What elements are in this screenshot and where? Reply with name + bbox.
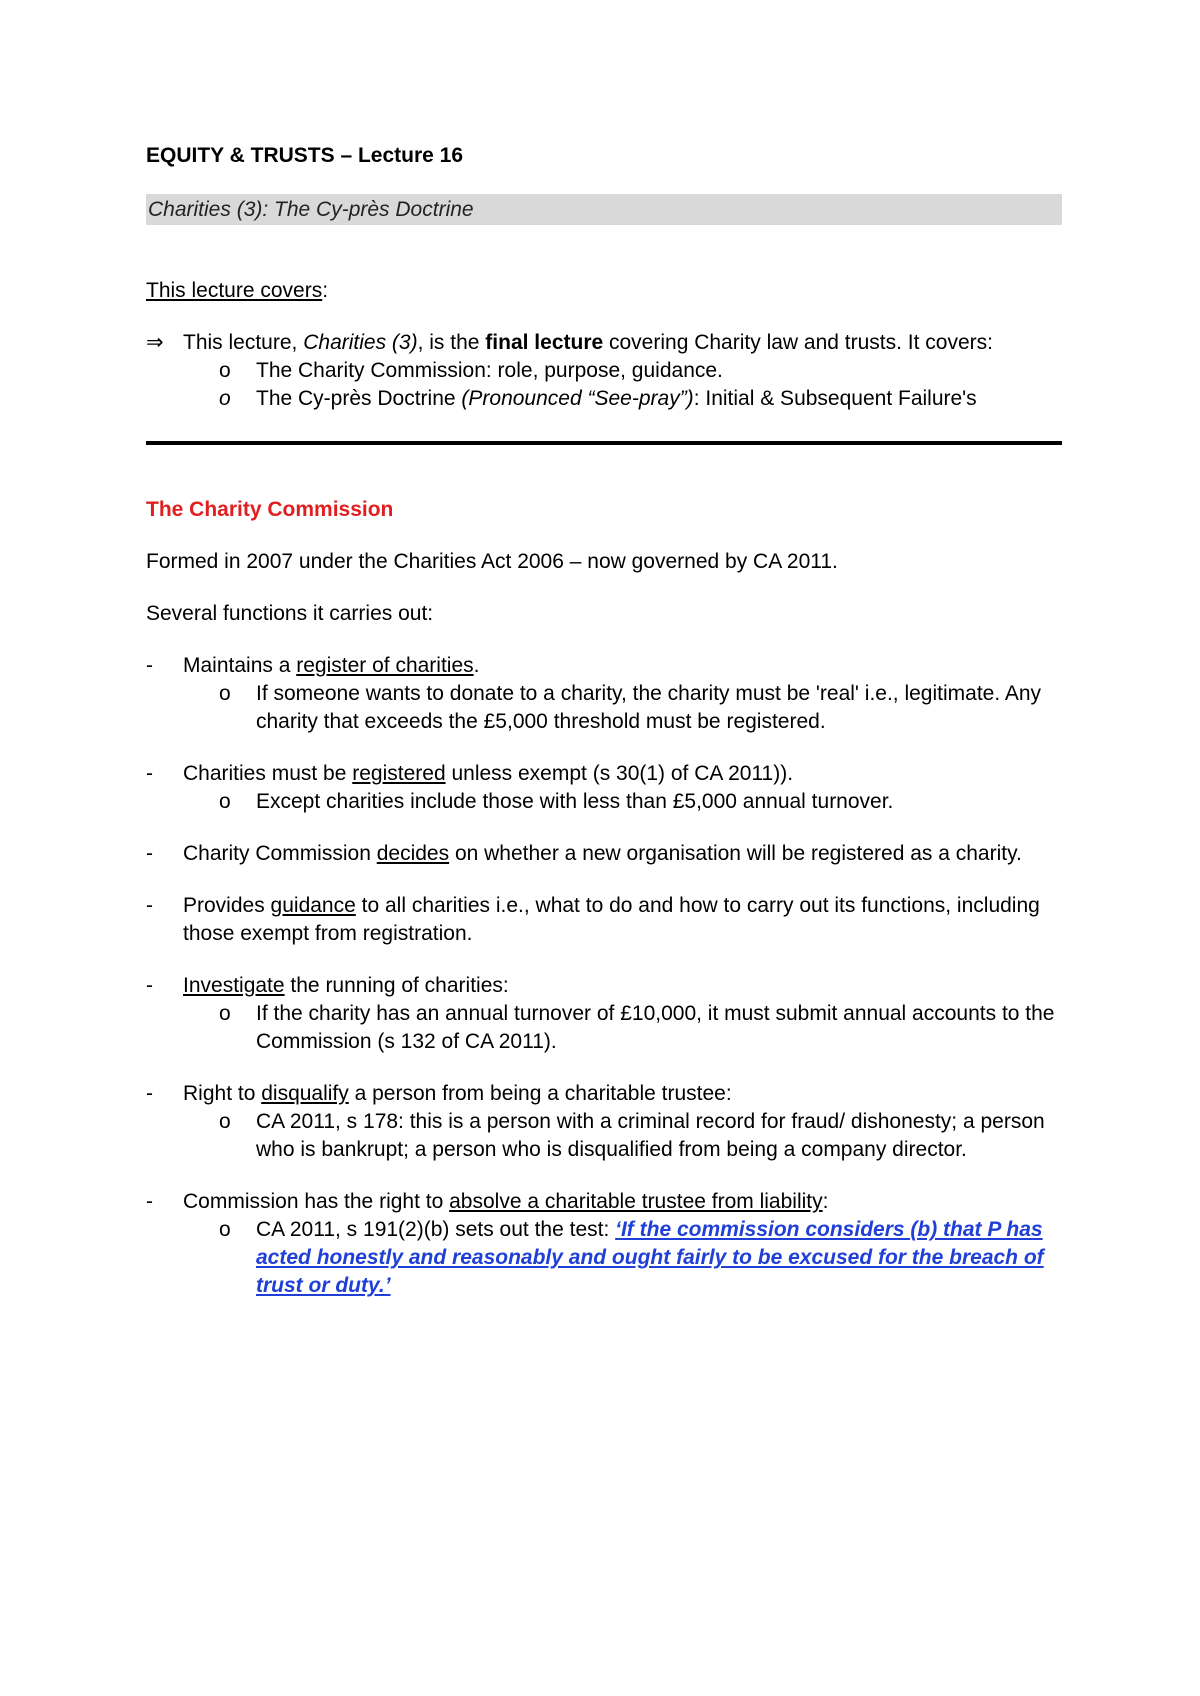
formed-text: Formed in 2007 under the Charities Act 2006 – now governed by CA 2011.: [146, 550, 838, 573]
sub-list-item: [146, 680, 1062, 736]
sub-bullet-icon: o: [219, 682, 231, 705]
list-item: [146, 972, 1062, 1000]
item-underline: guidance: [270, 894, 356, 917]
dash-icon: -: [146, 974, 153, 997]
dash-icon: -: [146, 894, 153, 917]
intro-text: , is the: [417, 331, 486, 354]
dash-icon: -: [146, 762, 153, 785]
lecture-title: EQUITY & TRUSTS – Lecture 16: [146, 144, 464, 167]
list-item: [146, 840, 1062, 868]
intro-sub-text: The Cy-près Doctrine: [256, 387, 462, 410]
sub-bullet-icon: o: [219, 359, 231, 382]
item-text: .: [473, 654, 480, 677]
item-text: Commission has the right to: [183, 1190, 450, 1213]
item-text: Charity Commission: [183, 842, 377, 865]
covers-line: [146, 277, 1062, 305]
sub-list-item: [146, 1108, 1062, 1164]
list-item: [146, 1188, 1062, 1216]
intro-sub-1: [146, 357, 1062, 385]
sub-list-item: [146, 788, 1062, 816]
statute-quote: ‘If the commission considers (b) that P has acted honestly and reasonably and ought fairly to be excused for the breach of trust or duty.’: [256, 1218, 1044, 1297]
dash-icon: -: [146, 842, 153, 865]
item-underline: register of charities: [296, 654, 474, 677]
item-underline: disqualify: [261, 1082, 349, 1105]
list-item: [146, 760, 1062, 788]
sub-list-item: [146, 1216, 1062, 1300]
intro-sub-italic: (Pronounced “See-pray”): [461, 387, 694, 410]
item-text: Right to: [183, 1082, 262, 1105]
item-text: on whether a new organisation will be registered as a charity.: [449, 842, 1022, 865]
sub-bullet-icon: o: [219, 1110, 231, 1133]
sub-bullet-icon: o: [219, 387, 231, 410]
sub-item-text: If the charity has an annual turnover of £10,000, it must submit annual accounts to the Commission (s 132 of CA 2011).: [256, 1002, 1055, 1053]
list-item: [146, 652, 1062, 680]
item-text: a person from being a charitable trustee:: [348, 1082, 732, 1105]
intro-sub-2: [146, 385, 1062, 413]
intro-italic: Charities (3): [303, 331, 418, 354]
sub-bullet-icon: o: [219, 1002, 231, 1025]
item-text: Provides: [183, 894, 271, 917]
intro-text: This lecture,: [183, 331, 304, 354]
sub-bullet-icon: o: [219, 790, 231, 813]
lecture-subtitle: Charities (3): The Cy-près Doctrine: [146, 194, 1062, 225]
dash-icon: -: [146, 1082, 153, 1105]
section-heading: The Charity Commission: [146, 498, 394, 521]
dash-icon: -: [146, 1190, 153, 1213]
intro-sub-text: The Charity Commission: role, purpose, guidance.: [256, 359, 723, 382]
item-text: to all charities i.e., what to do and how to carry out its functions, including those exempt from registration.: [183, 894, 1040, 945]
item-text: unless exempt (s 30(1) of CA 2011)).: [445, 762, 794, 785]
sub-item-text: CA 2011, s 178: this is a person with a criminal record for fraud/ dishonesty; a person who is bankrupt; a person who is disqualified from being a company director.: [256, 1110, 1045, 1161]
arrow-icon: ⇒: [146, 331, 164, 354]
document-content: [146, 142, 1062, 1300]
item-underline: decides: [376, 842, 450, 865]
intro-sub-text: : Initial & Subsequent Failure's: [693, 387, 977, 410]
item-text: :: [822, 1190, 829, 1213]
sub-list-item: [146, 1000, 1062, 1056]
dash-icon: -: [146, 654, 153, 677]
intro-bold: final lecture: [485, 331, 604, 354]
sub-item-text: CA 2011, s 191(2)(b) sets out the test:: [256, 1218, 616, 1241]
item-text: the running of charities:: [284, 974, 509, 997]
item-text: Maintains a: [183, 654, 297, 677]
functions-text: Several functions it carries out:: [146, 602, 434, 625]
intro-text: covering Charity law and trusts. It covers:: [603, 331, 993, 354]
item-underline: absolve a charitable trustee from liability: [449, 1190, 823, 1213]
sub-item-text: Except charities include those with less than £5,000 annual turnover.: [256, 790, 894, 813]
intro-arrow-item: [146, 329, 1062, 357]
item-text: Charities must be: [183, 762, 353, 785]
covers-colon: :: [322, 279, 329, 302]
covers-label: This lecture covers: [146, 279, 323, 302]
list-item: [146, 1080, 1062, 1108]
sub-item-text: If someone wants to donate to a charity, the charity must be 'real' i.e., legitimate. Any charity that exceeds the £5,000 threshold must be registered.: [256, 682, 1042, 733]
item-underline: Investigate: [183, 974, 285, 997]
list-item: [146, 892, 1062, 948]
item-underline: registered: [352, 762, 446, 785]
sub-bullet-icon: o: [219, 1218, 231, 1241]
